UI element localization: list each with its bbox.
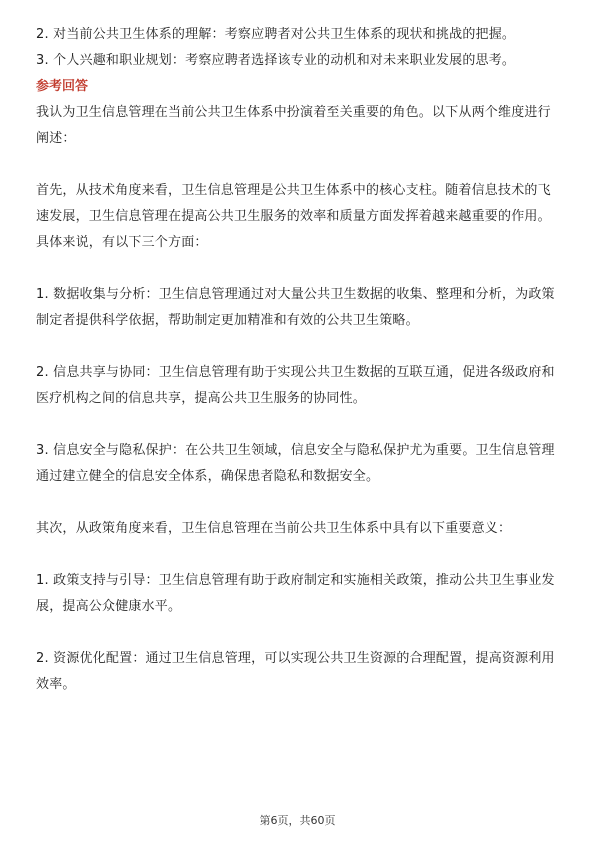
intro-item: 3. 个人兴趣和职业规划：考察应聘者选择该专业的动机和对未来职业发展的思考。 [36,53,516,68]
policy-point: 2. 资源优化配置：通过卫生信息管理，可以实现公共卫生资源的合理配置，提高资源利用效率。 [36,651,555,692]
paragraph-gap [36,256,556,282]
paragraph-gap [36,412,556,438]
paragraph-gap [36,152,556,178]
policy-intro: 其次，从政策角度来看，卫生信息管理在当前公共卫生体系中具有以下重要意义： [36,521,512,536]
answer-opening: 我认为卫生信息管理在当前公共卫生体系中扮演着至关重要的角色。以下从两个维度进行阐述： [36,105,551,146]
page-footer: 第6页，共60页 [259,814,336,827]
policy-point: 1. 政策支持与引导：卫生信息管理有助于政府制定和实施相关政策，推动公共卫生事业发展，提高公众健康水平。 [36,573,555,614]
document-page [36,22,556,698]
answer-heading: 参考回答 [36,79,89,94]
paragraph-gap [36,620,556,646]
intro-item: 2. 对当前公共卫生体系的理解：考察应聘者对公共卫生体系的现状和挑战的把握。 [36,27,516,42]
tech-point: 1. 数据收集与分析：卫生信息管理通过对大量公共卫生数据的收集、整理和分析，为政策制定者提供科学依据，帮助制定更加精准和有效的公共卫生策略。 [36,287,555,328]
paragraph-gap [36,542,556,568]
tech-point: 2. 信息共享与协同：卫生信息管理有助于实现公共卫生数据的互联互通，促进各级政府和医疗机构之间的信息共享，提高公共卫生服务的协同性。 [36,365,555,406]
tech-intro: 首先，从技术角度来看，卫生信息管理是公共卫生体系中的核心支柱。随着信息技术的飞速发展，卫生信息管理在提高公共卫生服务的效率和质量方面发挥着越来越重要的作用。具体来说，有以下三个方面： [36,183,551,250]
paragraph-gap [36,334,556,360]
tech-point: 3. 信息安全与隐私保护：在公共卫生领域，信息安全与隐私保护尤为重要。卫生信息管理通过建立健全的信息安全体系，确保患者隐私和数据安全。 [36,443,555,484]
paragraph-gap [36,490,556,516]
